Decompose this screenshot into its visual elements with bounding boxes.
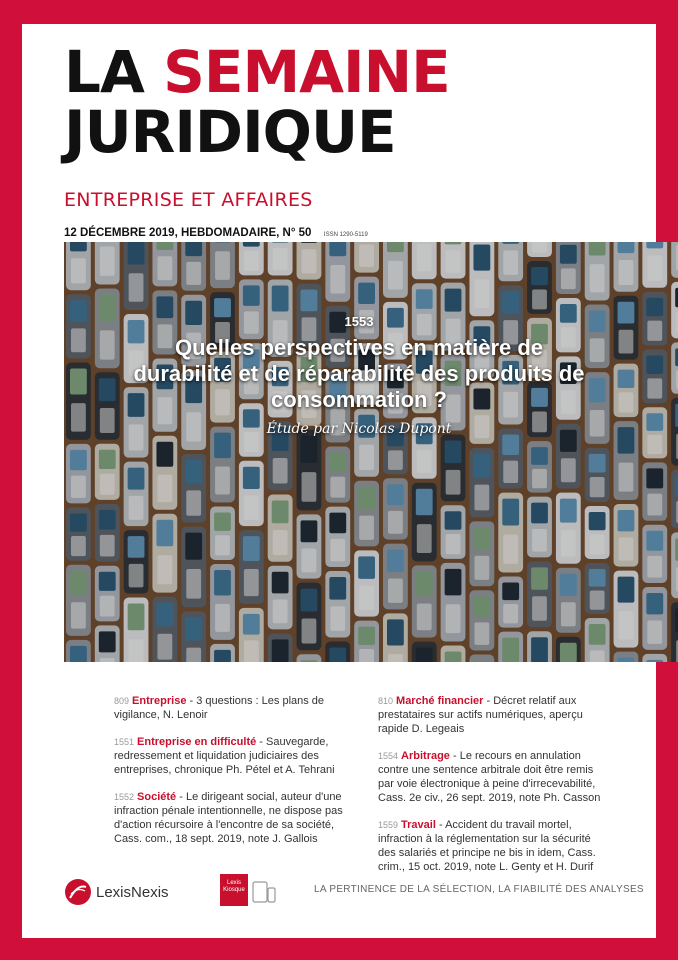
toc-entry-number: 810: [378, 696, 394, 706]
toc-entry-text: - Accident du travail mortel, infraction à la réglementation sur la sécurité des salariés et principe ne bis in idem, Cass. crim., 15 oct. 2019, note L. Genty et H. Durif: [378, 819, 596, 873]
masthead-word-semaine: SEMAINE: [163, 38, 450, 106]
masthead-word-juridique: JURIDIQUE: [64, 98, 396, 166]
lexis-kiosque-badge[interactable]: [220, 874, 278, 908]
toc-entry[interactable]: [378, 749, 610, 805]
devices-icon: [252, 880, 276, 906]
cover-page: [22, 24, 656, 938]
lexisnexis-emblem-icon: [64, 878, 92, 906]
kiosque-line-1: Lexis: [226, 880, 241, 886]
toc-entry-number: 809: [114, 696, 130, 706]
toc-entry[interactable]: [378, 818, 610, 874]
kiosque-line-2: Kiosque: [223, 887, 245, 893]
publication-subtitle: ENTREPRISE ET AFFAIRES: [64, 189, 313, 211]
toc-entry-text: - 3 questions : Les plans de vigilance, N. Lenoir: [114, 695, 325, 721]
toc-entry-category: Marché financier: [396, 695, 484, 707]
toc-right-column: [378, 694, 610, 887]
toc-entry-category: Arbitrage: [401, 750, 450, 762]
lexisnexis-logo[interactable]: [64, 878, 169, 906]
masthead: [64, 38, 450, 166]
toc-entry[interactable]: [114, 735, 354, 777]
feature-author: Étude par Nicolas Dupont: [266, 421, 452, 437]
toc-entry-text: - Décret relatif aux prestataires sur actifs numériques, aperçu rapide D. Legeais: [378, 695, 583, 735]
masthead-line-1: [64, 38, 450, 106]
issue-line: [64, 223, 368, 241]
toc-entry-text: - Le dirigeant social, auteur d'une infraction pénale intentionnelle, ne dispose pas d'action récursoire à l'encontre de sa société, Cass. com., 18 sept. 2019, note J. Gallois: [114, 791, 343, 845]
feature-number: 1553: [344, 314, 374, 329]
toc-entry-number: 1552: [114, 792, 135, 802]
toc-left-column: [114, 694, 354, 859]
toc-entry-category: Entreprise en difficulté: [137, 736, 257, 748]
toc-entry-category: Travail: [401, 819, 436, 831]
toc-entry[interactable]: [114, 790, 354, 846]
toc-entry-category: Entreprise: [132, 695, 187, 707]
issue-date: 12 DÉCEMBRE 2019, HEBDOMADAIRE, N° 50: [64, 227, 312, 239]
toc-entry[interactable]: [114, 694, 354, 722]
toc-entry-category: Société: [137, 791, 177, 803]
toc-entry-number: 1559: [378, 820, 399, 830]
toc-entry-number: 1551: [114, 737, 135, 747]
toc-entry-text: - Sauvegarde, redressement et liquidation judiciaires des entreprises, chronique Ph. Pétel et A. Tehrani: [114, 736, 335, 776]
toc-entry-number: 1554: [378, 751, 399, 761]
brand-name: LexisNexis: [96, 883, 169, 901]
feature-title: Quelles perspectives en matière de durabilité et de réparabilité des produits de consommation ?: [133, 335, 585, 412]
toc-entry[interactable]: [378, 694, 610, 736]
tagline: LA PERTINENCE DE LA SÉLECTION, LA FIABILITÉ DES ANALYSES: [314, 884, 644, 895]
masthead-word-la: LA: [64, 38, 144, 106]
issn: ISSN 1290-5119: [323, 232, 368, 238]
feature-article[interactable]: [64, 314, 654, 437]
footer: [22, 870, 656, 930]
kiosque-box: [220, 874, 248, 906]
phones-photo-illustration: [64, 242, 678, 662]
toc-entry-text: - Le recours en annulation contre une sentence arbitrale doit être remis par voie électronique à peine d'irrecevabilité, Cass. 2e civ., 26 sept. 2019, note Ph. Casson: [378, 750, 601, 804]
cover-photo: [64, 242, 678, 662]
